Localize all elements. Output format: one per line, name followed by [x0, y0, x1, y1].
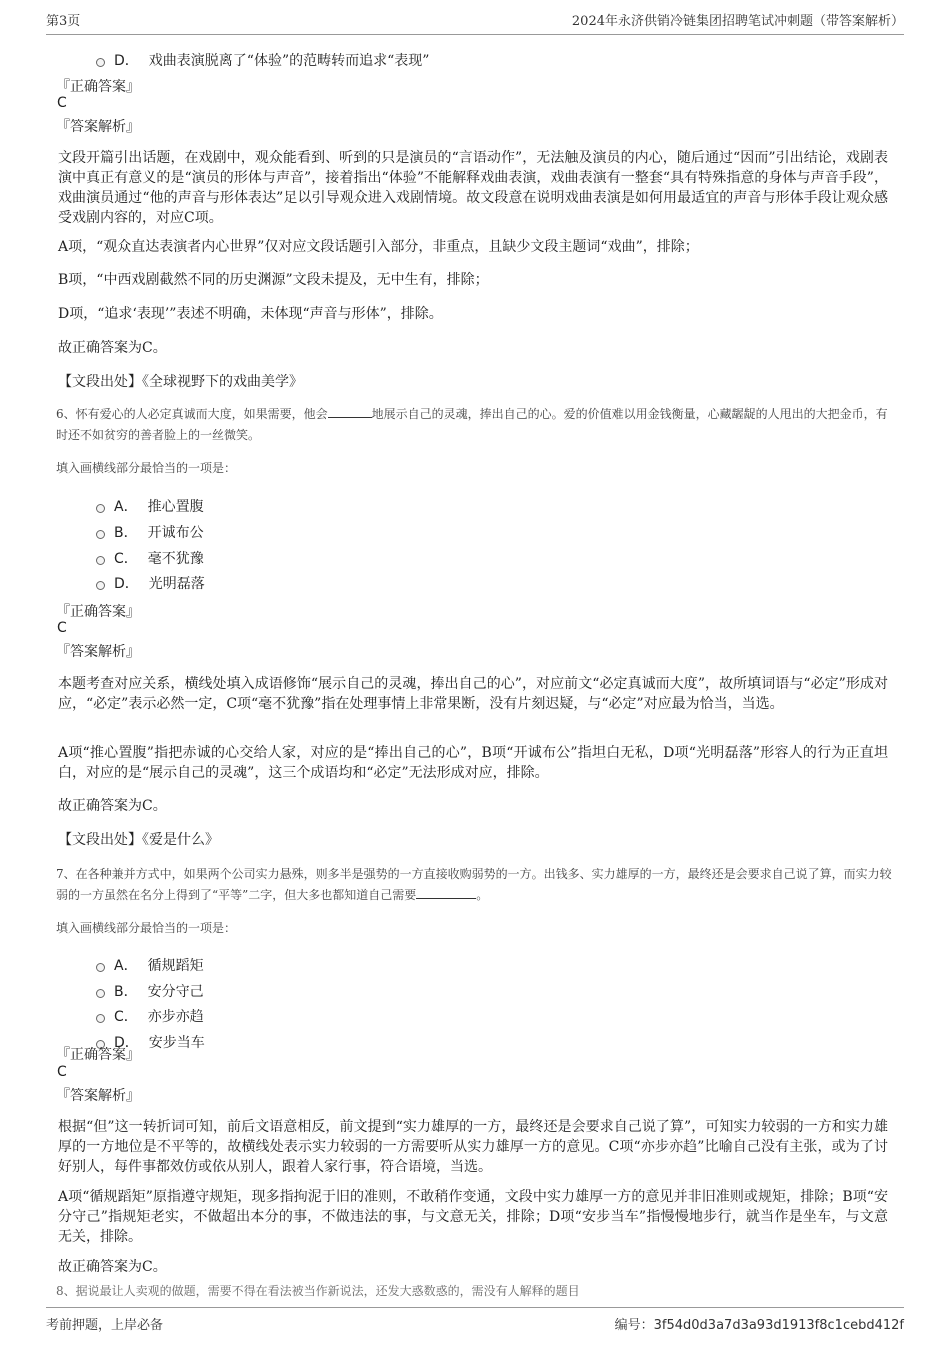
analysis-paragraph: 根据“但”这一转折词可知，前后文语意相反，前文提到“实力雄厚的一方，最终还是会要求自己说了算”，可知实力较弱的一方和实力雄厚的一方地位是不平等的，故横线处表示实力较弱的一方需要听从实力雄厚一方的意见。C项“亦步亦趋”比喻自己没有主张，或为了讨好别人，每件事都效仿或依从别人，跟着人家行事，符合语境，当选。: [58, 1119, 888, 1175]
q7-option-b[interactable]: [96, 981, 204, 1001]
answer-value: C: [57, 1064, 67, 1080]
analysis-paragraph: D项，“追求‘表现’”表述不明确，未体现“声音与形体”，排除。: [58, 306, 443, 322]
option-text: 安步当车: [148, 1035, 205, 1051]
question-6-prompt: 填入画横线部分最恰当的一项是：: [56, 461, 237, 475]
radio-icon[interactable]: [96, 556, 105, 565]
q7-option-c[interactable]: [96, 1006, 204, 1026]
radio-icon[interactable]: [96, 1014, 105, 1023]
analysis-paragraph: A项“循规蹈矩”原指遵守规矩，现多指拘泥于旧的准则，不敢稍作变通，文段中实力雄厚一方的意见并非旧准则或规矩，排除；B项“安分守己”指规矩老实，不做超出本分的事，不做违法的事，与文意无关，排除；D项“安步当车”指慢慢地步行，就当作是坐车，与文意无关，排除。: [58, 1189, 888, 1245]
option-text: 戏曲表演脱离了“体验”的范畴转而追求“表现”: [148, 53, 430, 69]
fill-blank: [416, 886, 476, 899]
option-letter: B．: [114, 984, 138, 1000]
q7-option-a[interactable]: [96, 955, 204, 975]
analysis-label: 『答案解析』: [56, 1088, 140, 1104]
radio-icon[interactable]: [96, 963, 105, 972]
radio-icon[interactable]: [96, 989, 105, 998]
option-text: 推心置腹: [147, 499, 204, 515]
document-id: 编号：3f54d0d3a7d3a93d1913f8c1cebd412f: [614, 1317, 904, 1333]
radio-icon[interactable]: [96, 581, 105, 590]
analysis-conclusion: 故正确答案为C。: [58, 340, 167, 356]
option-text: 开诚布公: [147, 525, 204, 541]
analysis-paragraph: A项“推心置腹”指把赤诚的心交给人家，对应的是“捧出自己的心”，B项“开诚布公”指坦白无私，D项“光明磊落”形容人的行为正直坦白，对应的是“展示自己的灵魂”，这三个成语均和“必定”无法形成对应，排除。: [58, 745, 888, 781]
page-footer: [46, 1307, 904, 1338]
q6-option-a[interactable]: [96, 496, 204, 516]
option-letter: A．: [114, 499, 138, 515]
analysis-conclusion: 故正确答案为C。: [58, 798, 167, 814]
q6-option-d[interactable]: [96, 573, 205, 593]
analysis-conclusion: 故正确答案为C。: [58, 1259, 167, 1275]
option-text: 安分守己: [147, 984, 204, 1000]
q6-option-c[interactable]: [96, 548, 204, 568]
document-title: 2024年永济供销冷链集团招聘笔试冲刺题（带答案解析）: [571, 14, 904, 29]
option-letter: C．: [114, 1009, 138, 1025]
analysis-paragraph: 文段开篇引出话题，在戏剧中，观众能看到、听到的只是演员的“言语动作”，无法触及演员的内心，随后通过“因而”引出结论，戏剧表演中真正有意义的是“演员的形体与声音”，接着指出“体验”不能解释戏曲表演，戏曲表演有一整套“具有特殊指意的身体与声音手段”，戏曲演员通过“他的声音与形体表达”足以引导观众进入戏剧情境。故文段意在说明戏曲表演是如何用最适宜的声音与形体手段让观众感受戏剧内容的，对应C项。: [58, 150, 888, 226]
question-7-stem: [56, 864, 896, 906]
stem-text: 7、在各种兼并方式中，如果两个公司实力悬殊，则多半是强势的一方直接收购弱势的一方。出钱多、实力雄厚的一方，最终还是会要求自己说了算，而实力较弱的一方虽然在名分上得到了“平等”二字，但大多也都知道自己需要: [56, 867, 892, 902]
option-text: 循规蹈矩: [147, 958, 204, 974]
option-letter: D．: [114, 576, 139, 592]
source-note: 【文段出处】《全球视野下的戏曲美学》: [58, 374, 303, 390]
radio-icon[interactable]: [96, 530, 105, 539]
option-text: 光明磊落: [148, 576, 205, 592]
answer-value: C: [57, 620, 67, 636]
cutoff-text: 8、据说最让人卖观的做题，需要不得在看法被当作新说法，还发大惑数惑的，需没有人解释的题目: [56, 1284, 580, 1298]
stem-text: 。: [476, 888, 489, 902]
option-letter: D．: [114, 1035, 139, 1051]
answer-label: 『正确答案』: [56, 1047, 140, 1063]
stem-text: 地展示自己的灵魂，捧出自己的心。爱的价值难以用金钱衡量，心藏龌龊的人甩出的大把金币，有时还不如贫穷的善者脸上的一丝微笑。: [56, 407, 888, 442]
analysis-label: 『答案解析』: [56, 644, 140, 660]
analysis-paragraph: B项，“中西戏剧截然不同的历史渊源”文段未提及，无中生有，排除；: [58, 272, 489, 288]
analysis-paragraph: 本题考查对应关系，横线处填入成语修饰“展示自己的灵魂，捧出自己的心”，对应前文“必定真诚而大度”，故所填词语与“必定”形成对应，“必定”表示必然一定，C项“毫不犹豫”指在处理事情上非常果断，没有片刻迟疑，与“必定”对应最为恰当，当选。: [58, 676, 888, 712]
option-letter: B．: [114, 525, 138, 541]
option-letter: C．: [114, 551, 138, 567]
next-question-cutoff: [56, 1284, 896, 1301]
analysis-paragraph: A项，“观众直达表演者内心世界”仅对应文段话题引入部分，非重点，且缺少文段主题词“戏曲”，排除；: [58, 239, 699, 255]
option-letter: D．: [114, 53, 139, 69]
fill-blank: [328, 405, 372, 418]
footer-slogan: 考前押题，上岸必备: [46, 1317, 164, 1333]
page-number: 第3页: [46, 14, 81, 29]
page-header: [46, 10, 904, 35]
question-6-stem: [56, 404, 896, 446]
radio-icon[interactable]: [96, 504, 105, 513]
stem-text: 6、怀有爱心的人必定真诚而大度，如果需要，他会: [56, 407, 328, 421]
q6-option-b[interactable]: [96, 522, 204, 542]
answer-label: 『正确答案』: [56, 79, 140, 95]
radio-icon[interactable]: [96, 58, 105, 67]
option-text: 亦步亦趋: [147, 1009, 204, 1025]
option-text: 毫不犹豫: [147, 551, 204, 567]
prev-option-d[interactable]: [96, 50, 429, 70]
analysis-label: 『答案解析』: [56, 119, 140, 135]
source-note: 【文段出处】《爱是什么》: [58, 832, 219, 848]
question-7-prompt: 填入画横线部分最恰当的一项是：: [56, 921, 237, 935]
answer-value: C: [57, 95, 67, 111]
answer-label: 『正确答案』: [56, 604, 140, 620]
option-letter: A．: [114, 958, 138, 974]
